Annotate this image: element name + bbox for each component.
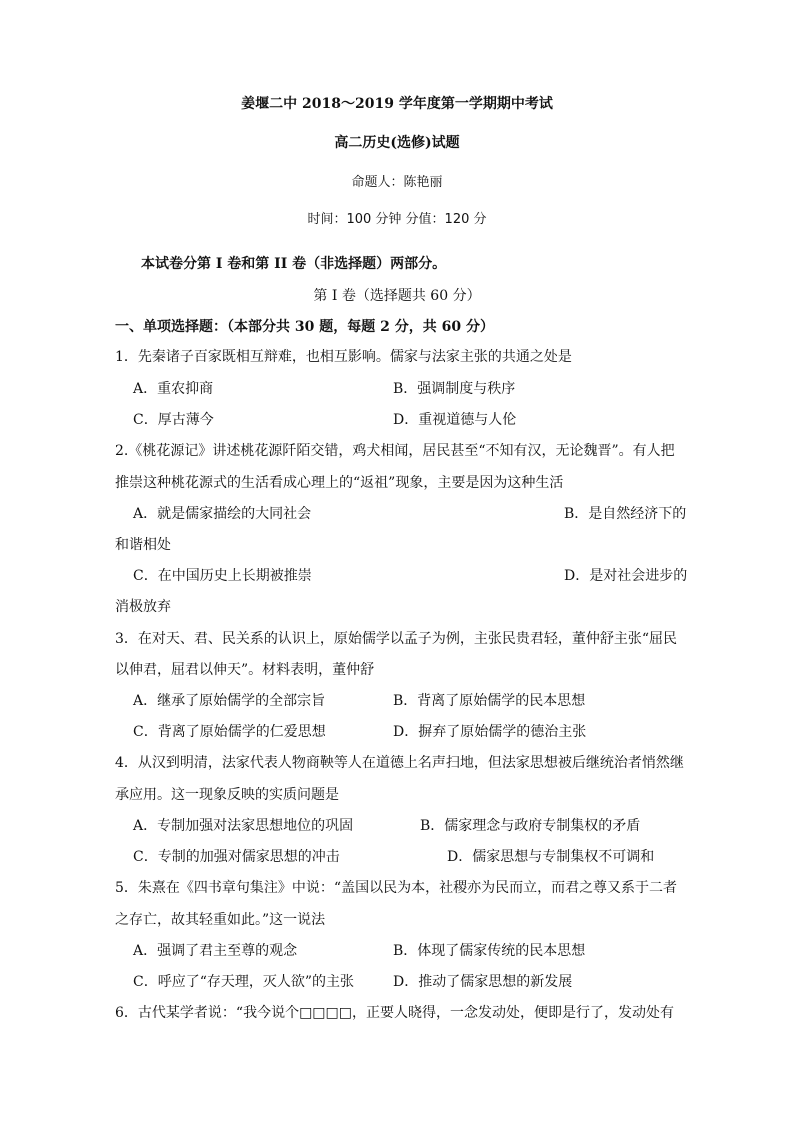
exam-intro: 本试卷分第 I 卷和第 II 卷（非选择题）两部分。 — [141, 256, 447, 272]
exam-author: 命题人：陈艳丽 — [351, 175, 443, 190]
question-1-option-a: A．重农抑商 — [133, 381, 214, 397]
section-title: 一、单项选择题：（本部分共 30 题，每题 2 分，共 60 分） — [115, 319, 494, 335]
question-2-stem: 2.《桃花源记》讲述桃花源阡陌交错，鸡犬相闻，居民甚至“不知有汉，无论魏晋”。有人把 — [115, 443, 675, 459]
question-2-option-d: D．是对社会进步的 — [564, 568, 688, 584]
question-4-option-d: D．儒家思想与专制集权不可调和 — [447, 849, 655, 865]
question-2-option-a: A．就是儒家描绘的大同社会 — [133, 506, 312, 522]
question-2-option-d-cont: 消极放弃 — [115, 599, 171, 615]
question-3-stem-cont: 以伸君，屈君以伸天”。材料表明，董仲舒 — [115, 662, 375, 678]
question-2-option-c: C．在中国历史上长期被推崇 — [133, 568, 312, 584]
question-4-stem: 4．从汉到明清，法家代表人物商鞅等人在道德上名声扫地，但法家思想被后继统治者悄然继 — [115, 755, 684, 771]
question-5-option-a: A．强调了君主至尊的观念 — [133, 943, 298, 959]
question-1-option-c: C．厚古薄今 — [133, 412, 214, 428]
question-5-option-c: C．呼应了“存天理，灭人欲”的主张 — [133, 974, 355, 990]
question-4-option-a: A．专制加强对法家思想地位的巩固 — [133, 818, 354, 834]
question-1-option-d: D．重视道德与人伦 — [393, 412, 517, 428]
question-3-option-a: A．继承了原始儒学的全部宗旨 — [133, 693, 326, 709]
question-3-option-b: B．背离了原始儒学的民本思想 — [393, 693, 586, 709]
exam-title: 姜堰二中 2018～2019 学年度第一学期期中考试 — [241, 96, 553, 112]
part-title: 第 I 卷（选择题共 60 分） — [313, 288, 481, 304]
question-4-option-b: B．儒家理念与政府专制集权的矛盾 — [420, 818, 641, 834]
question-2-option-b-cont: 和谐相处 — [115, 537, 171, 553]
exam-subtitle: 高二历史(选修)试题 — [334, 135, 460, 151]
question-1-option-b: B．强调制度与秩序 — [393, 381, 516, 397]
exam-time-score: 时间：100 分钟 分值：120 分 — [307, 212, 487, 227]
question-5-option-d: D．推动了儒家思想的新发展 — [393, 974, 573, 990]
question-4-option-c: C．专制的加强对儒家思想的冲击 — [133, 849, 340, 865]
question-2-option-b: B．是自然经济下的 — [564, 506, 687, 522]
question-6-stem: 6．古代某学者说：“我今说个□□□□，正要人晓得，一念发动处，便即是行了，发动处有 — [115, 1005, 674, 1021]
question-1-stem: 1．先秦诸子百家既相互辩难，也相互影响。儒家与法家主张的共通之处是 — [115, 349, 572, 365]
question-5-option-b: B．体现了儒家传统的民本思想 — [393, 943, 586, 959]
question-2-stem-cont: 推崇这种桃花源式的生活看成心理上的“返祖”现象，主要是因为这种生活 — [115, 475, 564, 491]
question-5-stem: 5．朱熹在《四书章句集注》中说：“盖国以民为本，社稷亦为民而立，而君之尊又系于二者 — [115, 880, 678, 896]
question-4-stem-cont: 承应用。这一现象反映的实质问题是 — [115, 787, 339, 803]
question-3-option-d: D．摒弃了原始儒学的德治主张 — [393, 724, 587, 740]
question-3-stem: 3．在对天、君、民关系的认识上，原始儒学以孟子为例，主张民贵君轻，董仲舒主张“屈民 — [115, 631, 678, 647]
question-3-option-c: C．背离了原始儒学的仁爱思想 — [133, 724, 326, 740]
question-5-stem-cont: 之存亡，故其轻重如此。”这一说法 — [115, 912, 326, 928]
